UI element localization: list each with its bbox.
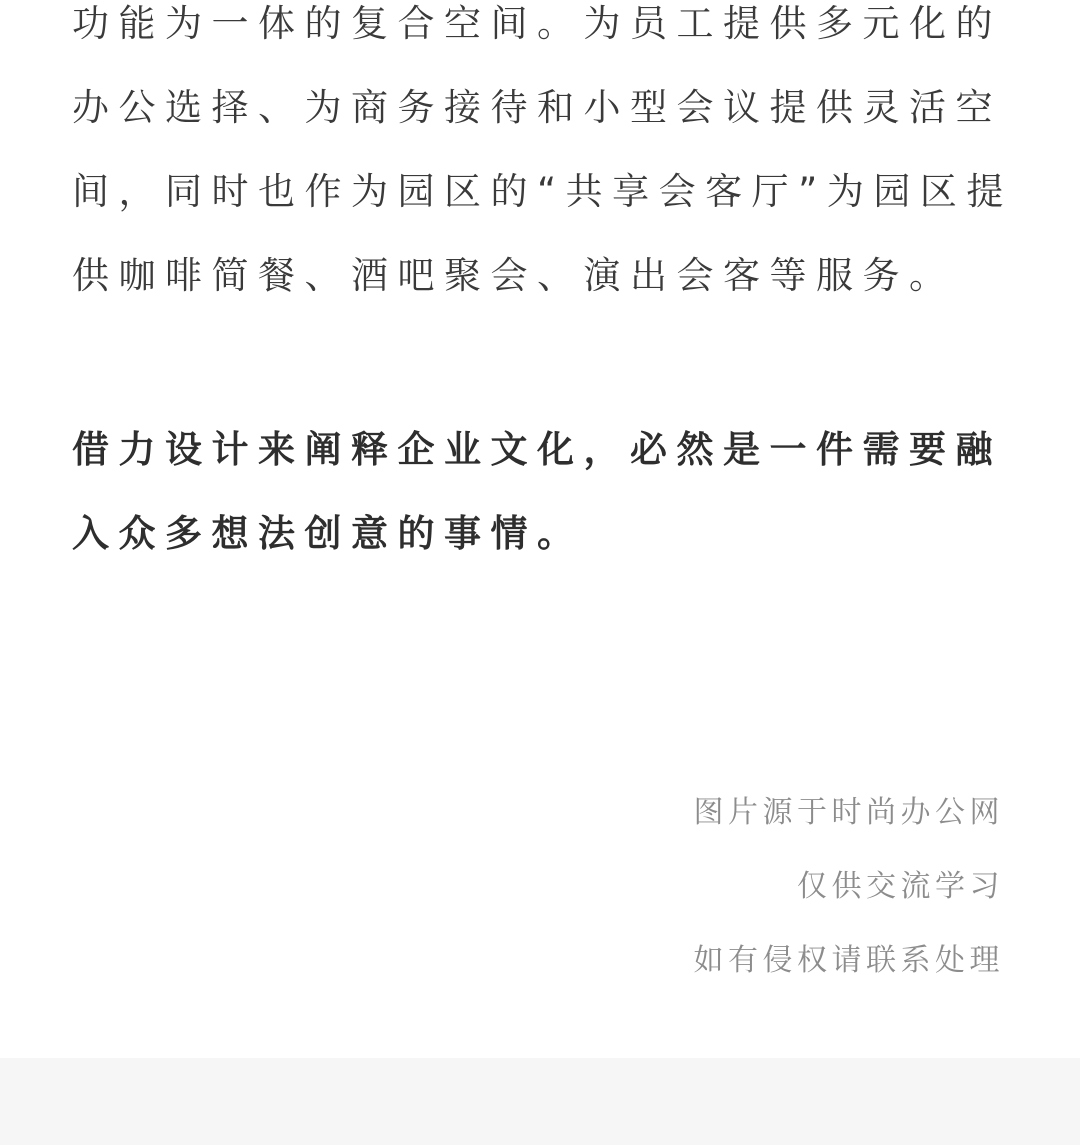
credit-source: 图片源于时尚办公网 xyxy=(693,795,1004,830)
body-paragraph xyxy=(72,0,1013,318)
emphasis-line: 入众多想法创意的事情。 xyxy=(72,512,584,555)
article-content xyxy=(72,0,1013,576)
credit-contact: 如有侵权请联系处理 xyxy=(693,943,1004,978)
emphasis-paragraph xyxy=(72,408,1008,576)
emphasis-line: 借力设计来阐释企业文化，必然是一件需要融 xyxy=(72,428,1002,471)
body-line: 间，同时也作为园区的“共享会客厅”为园区提 xyxy=(72,170,1013,213)
credit-usage: 仅供交流学习 xyxy=(797,869,1004,904)
body-line: 功能为一体的复合空间。为员工提供多元化的 xyxy=(72,2,1002,45)
body-line: 办公选择、为商务接待和小型会议提供灵活空 xyxy=(72,86,1002,129)
body-line: 供咖啡简餐、酒吧聚会、演出会客等服务。 xyxy=(72,254,956,297)
footer-bar xyxy=(0,1058,1080,1145)
image-credits xyxy=(694,776,1005,998)
